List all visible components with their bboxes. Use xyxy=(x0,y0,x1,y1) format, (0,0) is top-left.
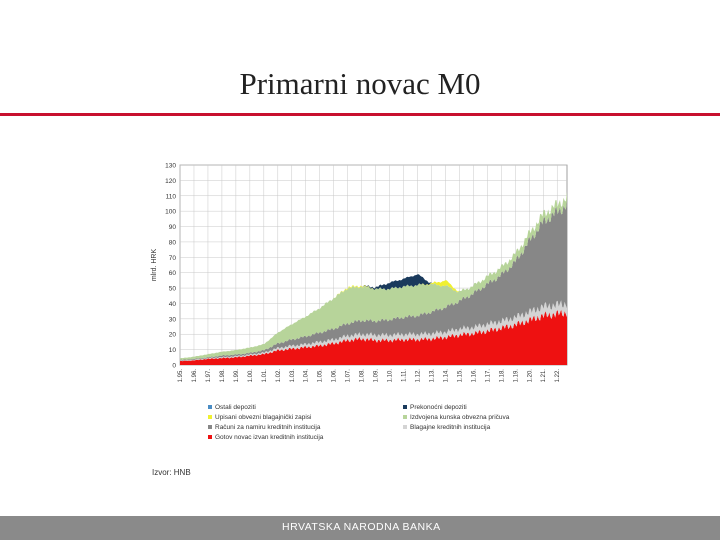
x-tick-label: 1.16. xyxy=(471,369,478,383)
footer-bank-name: HRVATSKA NARODNA BANKA xyxy=(282,521,441,533)
x-tick-label: 1.03. xyxy=(289,369,296,383)
y-tick-label: 0 xyxy=(172,362,176,370)
y-tick-label: 110 xyxy=(165,193,176,201)
x-tick-label: 1.97. xyxy=(205,369,212,383)
legend-item-blagajne xyxy=(403,424,490,431)
y-tick-label: 90 xyxy=(168,224,176,232)
x-tick-label: 1.22. xyxy=(555,369,562,383)
legend-label: Gotov novac izvan kreditnih institucija xyxy=(215,434,324,441)
y-tick-label: 80 xyxy=(168,239,176,247)
y-tick-label: 10 xyxy=(168,347,176,355)
legend-item-upisani-zapisi xyxy=(208,414,311,421)
x-tick-label: 1.10. xyxy=(387,369,394,383)
x-tick-label: 1.13. xyxy=(429,369,436,383)
x-tick-label: 1.01. xyxy=(261,369,268,383)
legend-swatch xyxy=(403,425,407,429)
legend-swatch xyxy=(208,425,212,429)
legend-label: Prekonoćni depoziti xyxy=(410,404,467,411)
x-tick-label: 1.14. xyxy=(443,369,450,383)
legend-swatch xyxy=(403,405,407,409)
x-tick-label: 1.95. xyxy=(178,369,184,383)
x-tick-label: 1.04. xyxy=(303,369,310,383)
y-tick-label: 120 xyxy=(165,177,176,185)
legend-item-obvezna-pricuva xyxy=(403,414,509,421)
legend-label: Upisani obvezni blagajnički zapisi xyxy=(215,414,312,421)
y-tick-label: 130 xyxy=(165,162,176,170)
x-tick-label: 1.15. xyxy=(457,369,464,383)
x-tick-label: 1.05. xyxy=(317,369,324,383)
x-tick-label: 1.98. xyxy=(219,369,226,383)
legend-item-prekonocni-depoziti xyxy=(403,404,467,411)
x-tick-label: 1.17. xyxy=(485,369,492,383)
legend-label: Računi za namiru kreditnih institucija xyxy=(215,424,321,431)
legend-swatch xyxy=(208,405,212,409)
y-axis-label: mlrd. HRK xyxy=(151,248,158,282)
x-tick-label: 1.02. xyxy=(275,369,282,383)
x-tick-label: 1.20. xyxy=(527,369,534,383)
legend-swatch xyxy=(208,435,212,439)
y-tick-label: 60 xyxy=(168,270,176,278)
x-tick-label: 1.18. xyxy=(499,369,506,383)
legend-item-gotov-novac xyxy=(208,434,323,441)
x-tick-label: 1.96. xyxy=(191,369,198,383)
legend-label: Ostali depoziti xyxy=(215,404,256,411)
chart-legend xyxy=(208,404,578,446)
legend-item-ostali-depoziti xyxy=(208,404,256,411)
y-tick-label: 100 xyxy=(165,208,176,216)
legend-swatch xyxy=(403,415,407,419)
slide-title: Primarni novac M0 xyxy=(239,66,481,101)
y-tick-label: 20 xyxy=(168,331,176,339)
x-tick-label: 1.08. xyxy=(359,369,366,383)
y-tick-label: 70 xyxy=(168,254,176,262)
source-note: Izvor: HNB xyxy=(152,468,191,477)
legend-item-racuni-za-namiru xyxy=(208,424,321,431)
legend-label: Izdvojena kunska obvezna pričuva xyxy=(410,414,510,421)
x-tick-label: 1.00. xyxy=(247,369,254,383)
x-tick-label: 1.11. xyxy=(401,369,408,382)
x-tick-label: 1.12. xyxy=(415,369,422,383)
x-tick-label: 1.21. xyxy=(541,369,548,383)
x-tick-label: 1.99. xyxy=(233,369,240,383)
x-tick-label: 1.09. xyxy=(373,369,380,383)
title-divider xyxy=(0,113,720,116)
y-tick-label: 40 xyxy=(168,300,176,308)
x-tick-label: 1.06. xyxy=(331,369,338,383)
y-tick-label: 30 xyxy=(168,316,176,324)
x-tick-label: 1.07. xyxy=(345,369,352,383)
legend-swatch xyxy=(208,415,212,419)
y-tick-label: 50 xyxy=(168,285,176,293)
x-tick-label: 1.19. xyxy=(513,369,520,383)
legend-label: Blagajne kreditnih institucija xyxy=(410,424,491,431)
stacked-area-chart xyxy=(140,155,580,395)
